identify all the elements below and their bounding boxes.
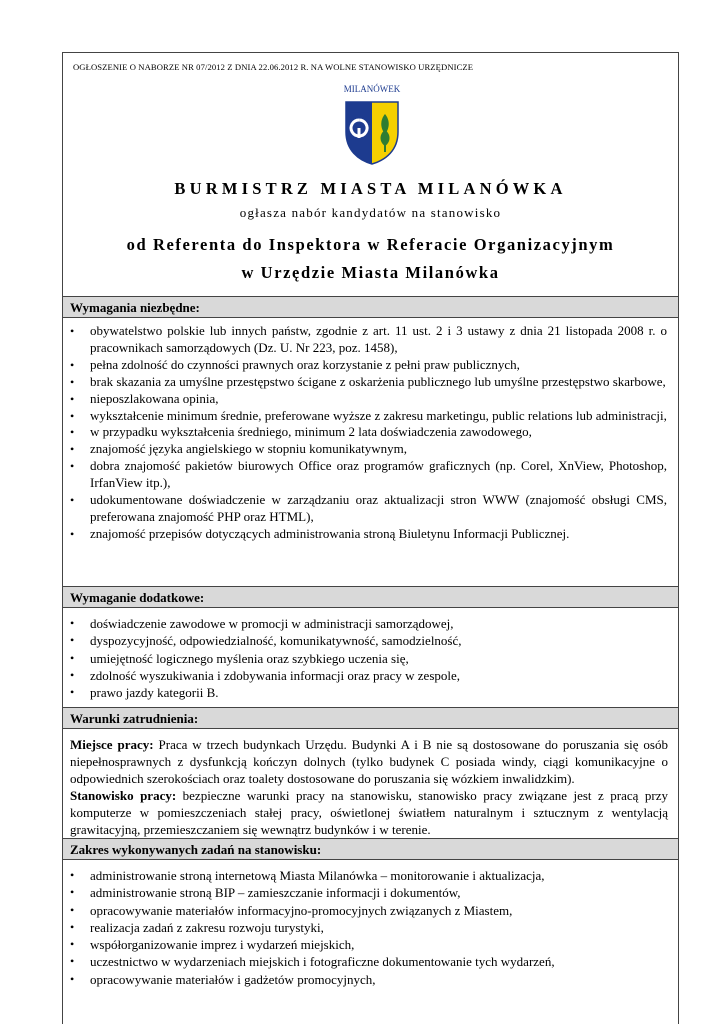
list-item: • administrowanie stroną BIP – zamieszczanie informacji i dokumentów, xyxy=(70,885,461,901)
list-item: • znajomość przepisów dotyczących administrowania stroną Biuletynu Informacji Publicznej. xyxy=(70,525,570,541)
bullet-icon: • xyxy=(70,971,75,986)
section-required xyxy=(63,323,678,543)
list-item: • zdolność wyszukiwania i zdobywania informacji oraz pracy w zespole, xyxy=(70,667,461,683)
section-conditions xyxy=(63,737,678,838)
section-heading-additional: Wymaganie dodatkowe: xyxy=(63,586,678,608)
list-item: • współorganizowanie imprez i wydarzeń miejskich, xyxy=(70,937,355,953)
bullet-icon: • xyxy=(70,885,75,900)
announcement-header: OGŁOSZENIE O NABORZE NR 07/2012 Z DNIA 22.06.2012 R. NA WOLNE STANOWISKO URZĘDNICZE xyxy=(73,62,474,72)
section-duties xyxy=(63,867,678,988)
list-item: • prawo jazdy kategorii B. xyxy=(70,685,219,701)
list-item: • realizacja zadań z zakresu rozwoju turystyki, xyxy=(70,919,324,935)
bullet-icon: • xyxy=(70,667,75,682)
bullet-icon: • xyxy=(70,526,75,541)
bullet-icon: • xyxy=(70,493,75,508)
position-paragraph: Stanowisko pracy: bezpieczne warunki pracy na stanowisku, stanowisko pracy związane jest z pracą przy komputerze w pomieszczeniach stałej pracy, oświetlonej światłem naturalnym i sztucznym z wentylacją grawitacyjną, przemieszczaniem się wewnątrz budynków i w terenie. xyxy=(70,787,668,837)
list-item: • udokumentowane doświadczenie w zarządzaniu oraz aktualizacji stron WWW (znajomość obsługi CMS, preferowana znajomość PHP oraz HTML), xyxy=(70,492,667,524)
bullet-icon: • xyxy=(70,650,75,665)
list-item: • brak skazania za umyślne przestępstwo ścigane z oskarżenia publicznego lub umyślne przestępstwo skarbowe, xyxy=(70,373,666,389)
bullet-icon: • xyxy=(70,459,75,474)
bullet-icon: • xyxy=(70,937,75,952)
bullet-icon: • xyxy=(70,408,75,423)
additional-list xyxy=(63,615,678,701)
logo-text: MILANÓWEK xyxy=(343,84,401,94)
bullet-icon: • xyxy=(70,616,75,630)
required-list xyxy=(63,323,678,543)
list-item: • znajomość języka angielskiego w stopniu komunikatywnym, xyxy=(70,441,407,457)
list-item: • administrowanie stroną internetową Miasta Milanówka – monitorowanie i aktualizacja, xyxy=(70,868,545,883)
title-mayor: BURMISTRZ MIASTA MILANÓWKA xyxy=(174,179,567,198)
list-item: • w przypadku wykształcenia średniego, minimum 2 lata doświadczenia zawodowego, xyxy=(70,424,532,440)
list-item: • dobra znajomość pakietów biurowych Office oraz programów graficznych (np. Corel, XnView, Photoshop, IrfanView itp.), xyxy=(70,458,667,491)
list-item: • nieposzlakowana opinia, xyxy=(70,390,219,406)
bullet-icon: • xyxy=(70,391,75,406)
section-additional xyxy=(63,615,678,701)
list-item: • obywatelstwo polskie lub innych państw, zgodnie z art. 11 ust. 2 i 3 ustawy z dnia 21 listopada 2008 r. o pracownikach samorządowych (Dz. U. Nr 223, poz. 1458), xyxy=(70,323,667,355)
list-item: • pełna zdolność do czynności prawnych oraz korzystanie z pełni praw publicznych, xyxy=(70,356,520,372)
title-subtitle: ogłasza nabór kandydatów na stanowisko xyxy=(239,205,502,220)
milanowek-logo xyxy=(334,84,410,172)
bullet-icon: • xyxy=(70,868,75,882)
bullet-icon: • xyxy=(70,357,75,372)
document-frame xyxy=(62,52,679,1024)
bullet-icon: • xyxy=(70,442,75,457)
section-heading-duties: Zakres wykonywanych zadań na stanowisku: xyxy=(63,838,678,860)
bullet-icon: • xyxy=(70,954,75,969)
duties-list xyxy=(63,867,678,988)
list-item: • wykształcenie minimum średnie, preferowane wyższe z zakresu marketingu, public relations lub administracji, xyxy=(70,407,667,423)
list-item: • dyspozycyjność, odpowiedzialność, komunikatywność, samodzielność, xyxy=(70,633,462,649)
bullet-icon: • xyxy=(70,374,75,389)
bullet-icon: • xyxy=(70,633,75,648)
list-item: • opracowywanie materiałów informacyjno-promocyjnych związanych z Miastem, xyxy=(70,902,513,918)
title-office: w Urzędzie Miasta Milanówka xyxy=(241,263,500,282)
list-item: • uczestnictwo w wydarzeniach miejskich i fotograficzne dokumentowanie tych wydarzeń, xyxy=(70,954,555,970)
list-item: • opracowywanie materiałów i gadżetów promocyjnych, xyxy=(70,971,376,987)
list-item: • doświadczenie zawodowe w promocji w administracji samorządowej, xyxy=(70,616,454,631)
bullet-icon: • xyxy=(70,902,75,917)
bullet-icon: • xyxy=(70,324,75,338)
coat-of-arms-icon xyxy=(344,100,400,166)
list-item: • umiejętność logicznego myślenia oraz szybkiego uczenia się, xyxy=(70,650,409,666)
bullet-icon: • xyxy=(70,919,75,934)
section-heading-required: Wymagania niezbędne: xyxy=(63,296,678,318)
section-heading-conditions: Warunki zatrudnienia: xyxy=(63,707,678,729)
workplace-paragraph: Miejsce pracy: Praca w trzech budynkach Urzędu. Budynki A i B nie są dostosowane do poruszania się osób niepełnosprawnych z dysfunkcją kończyn dolnych (tylko budynek C posiada windy, ciągi komunikacyjne o odpowiednich szerokościach oraz toalety dostosowane do poruszania się wózkiem inwalidzkim). xyxy=(70,737,668,786)
bullet-icon: • xyxy=(70,685,75,700)
title-position: od Referenta do Inspektora w Referacie Organizacyjnym xyxy=(126,235,615,254)
bullet-icon: • xyxy=(70,425,75,440)
